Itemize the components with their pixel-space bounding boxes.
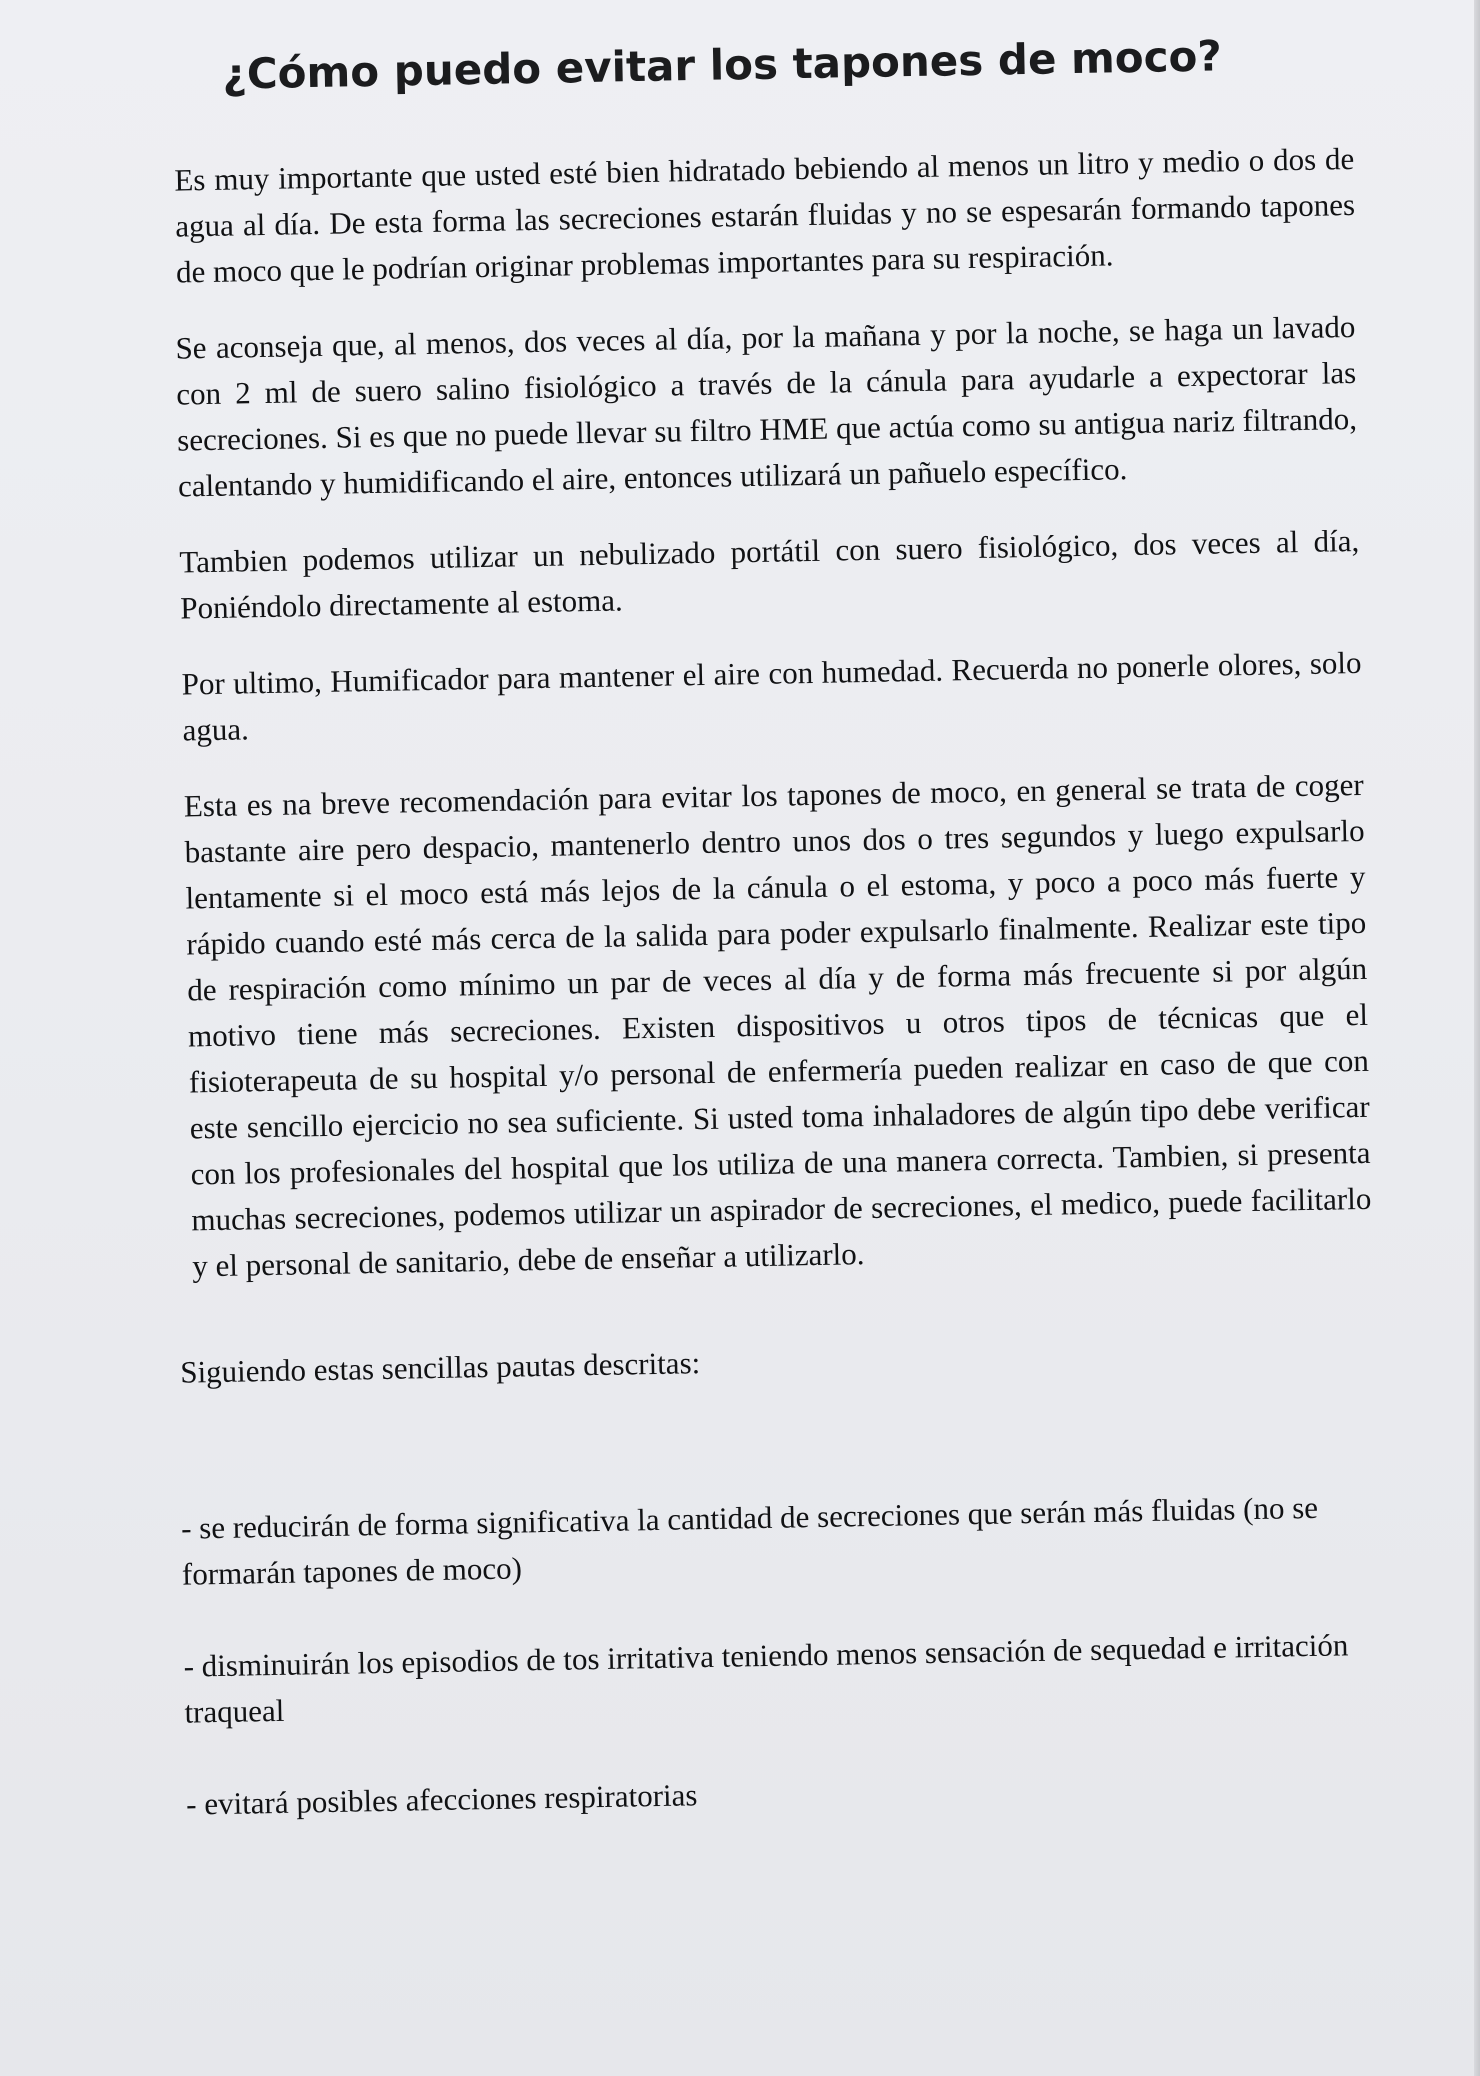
paragraph-humidifier: Por ultimo, Humificador para mantener el aire con humedad. Recuerda no ponerle olores, solo agua. xyxy=(181,644,1362,748)
benefit-item: - se reducirán de forma significativa la cantidad de secreciones que serán más fluidas (no se formarán tapones de moco) xyxy=(180,1489,1319,1592)
paragraph-nebulizer: Tambien podemos utilizar un nebulizado portátil con suero fisiológico, dos veces al día, Poniéndolo directamente al estoma. xyxy=(179,522,1360,626)
paragraph-breathing-technique: Esta es na breve recomendación para evitar los tapones de moco, en general se trata de coger bastante aire pero despacio, mantenerlo dentro unos dos o tres segundos y luego expulsarlo lentamente si el moco está más lejos de la cánula o el estoma, y poco a poco más fuerte y rápido cuando esté más cerca de la salida para poder expulsarlo finalmente. Realizar este tipo de respiración como mínimo un par de veces al día y de forma más frecuente si por algún motivo tiene más secreciones. Existen dispositivos u otros tipos de técnicas que el fisioterapeuta de su hospital y/o personal de enfermería pueden realizar en caso de que con este sencillo ejercicio no sea suficiente. Si usted toma inhaladores de algún tipo debe verificar con los profesionales del hospital que los utiliza de una manera correcta. Tambien, si presenta muchas secreciones, podemos utilizar un aspirador de secreciones, el medico, puede facilitarlo y el personal de sanitario, debe de enseñar a utilizarlo. xyxy=(183,766,1372,1284)
paper-edge-shadow xyxy=(1474,0,1480,2076)
benefit-item: - evitará posibles afecciones respiratorias xyxy=(185,1777,698,1822)
document-content xyxy=(150,26,1383,1874)
document-title: ¿Cómo puedo evitar los tapones de moco? xyxy=(222,31,1223,99)
paragraph-hydration: Es muy importante que usted esté bien hidratado bebiendo al menos un litro y medio o dos de agua al día. De esta forma las secreciones estarán fluidas y no se espesarán formando tapones de moco que le podrían originar problemas importantes para su respiración. xyxy=(174,140,1356,290)
paragraph-saline-wash: Se aconseja que, al menos, dos veces al día, por la mañana y por la noche, se haga un lavado con 2 ml de suero salino fisiológico a través de la cánula para ayudarle a expectorar las secreciones. Si es que no puede llevar su filtro HME que actúa como su antigua nariz filtrando, calentando y humidificando el aire, entonces utilizará un pañuelo específico. xyxy=(175,308,1358,504)
benefits-lead-in: Siguiendo estas sencillas pautas descritas: xyxy=(179,1345,701,1390)
benefit-item: - disminuirán los episodios de tos irritativa teniendo menos sensación de sequedad e irritación traqueal xyxy=(183,1627,1349,1730)
